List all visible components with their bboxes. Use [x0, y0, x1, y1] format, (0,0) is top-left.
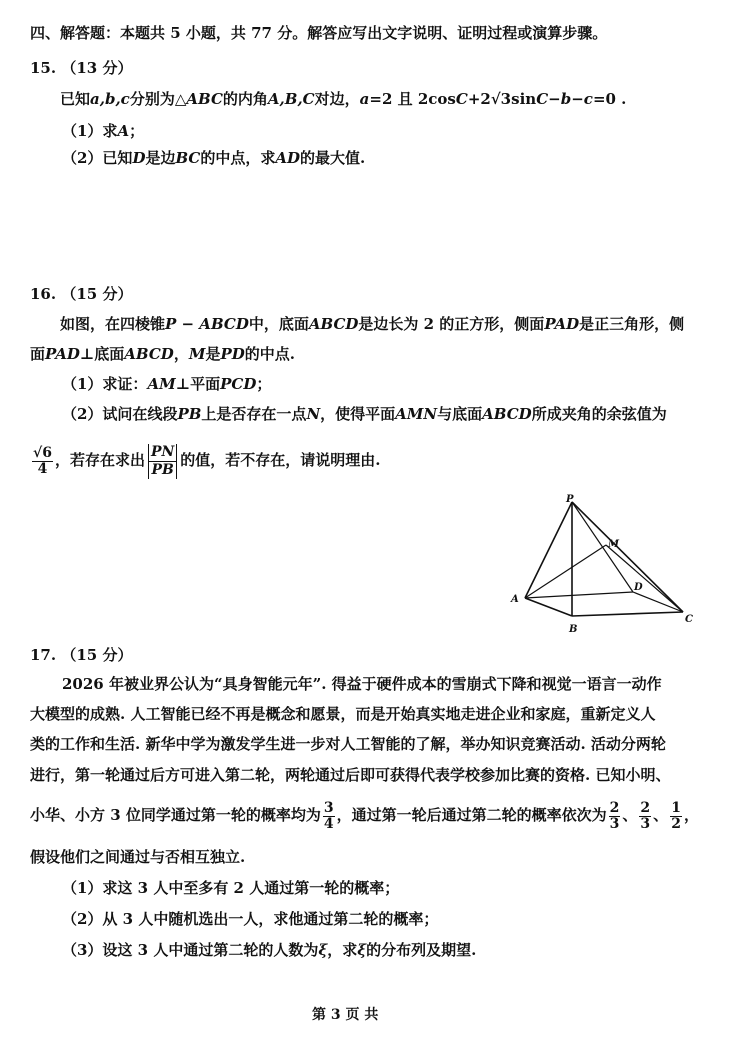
q15-stem-var: ABC [186, 90, 223, 108]
q15-part2-text: 的中点，求 [200, 149, 276, 167]
q15-stem-text: − [548, 90, 561, 108]
q17-var: ξ [357, 941, 367, 959]
q16-var: M [188, 345, 206, 363]
edge-bc [572, 612, 683, 616]
label-d: D [634, 582, 643, 593]
q16-var: PD [220, 345, 245, 363]
q17-points: （15 分） [61, 646, 133, 664]
q16-text: 如图，在四棱锥 [60, 315, 166, 333]
section-header: 四、解答题：本题共 5 小题，共 77 分。解答应写出文字说明、证明过程或演算步骤。 [30, 24, 608, 42]
q15-part2-var: BC [175, 149, 201, 167]
cosine-fraction [32, 446, 53, 477]
q16-var: AMN [395, 405, 438, 423]
q16-part1 [62, 373, 271, 395]
q16-line4 [30, 440, 381, 480]
q17-line3: 类的工作和生活. 新华中学为激发学生进一步对人工智能的了解，举办知识竞赛活动. 活动分两轮 [30, 735, 666, 753]
q16-part2 [62, 403, 667, 425]
q15-stem-var: a [359, 90, 370, 108]
fraction-numerator: 3 [323, 799, 334, 816]
q15-stem-text: +2 [467, 90, 491, 108]
q17-text: 小华、小方 3 位同学通过第一轮的概率均为 [30, 806, 321, 824]
edge-ab [525, 598, 572, 616]
q16-var: N [306, 405, 321, 423]
q15-stem-var: c [583, 90, 593, 108]
q16-var: PAD [45, 345, 80, 363]
fraction-numerator: 2 [609, 799, 620, 816]
q16-var: P − ABCD [165, 315, 249, 333]
q16-text: 是 [205, 345, 221, 363]
q17-text: ，通过第一轮后通过第二轮的概率依次为 [336, 806, 607, 824]
q17-text: 、 [653, 806, 669, 824]
q17-part1: （1）求这 3 人中至多有 2 人通过第一轮的概率； [62, 879, 400, 897]
fraction-denominator: 3 [609, 815, 620, 832]
pyramid-figure [505, 492, 705, 637]
q17-line5 [30, 795, 699, 835]
q16-text: ，若存在求出 [54, 451, 145, 469]
q16-text: ； [256, 375, 272, 393]
q17-part2: （2）从 3 人中随机选出一人，求他通过第二轮的概率； [62, 910, 439, 928]
q15-stem-var: A,B,C [267, 90, 315, 108]
q16-header [30, 283, 132, 305]
q15-stem-text: − [571, 90, 584, 108]
fraction-numerator: 2 [640, 799, 651, 816]
fraction-denominator: 4 [37, 460, 48, 477]
q17-line2: 大模型的成熟. 人工智能已经不再是概念和愿景，而是开始真实地走进企业和家庭，重新定义人 [30, 705, 656, 723]
q15-part1-var: A [117, 122, 130, 140]
q17-text: 的分布列及期望. [366, 941, 477, 959]
q16-text: （1）求证： [62, 375, 148, 393]
fraction-numerator: 1 [671, 799, 681, 816]
q16-text: ⊥平面 [175, 375, 221, 393]
q16-text: ，使得平面 [320, 405, 396, 423]
q16-points: （15 分） [61, 285, 133, 303]
q15-stem-var: b [560, 90, 572, 108]
fraction-denominator: 3 [640, 815, 651, 832]
q15-stem-sqrt: √3 [490, 90, 512, 108]
q15-stem-text: sin [511, 90, 537, 108]
q16-var: AM [147, 375, 176, 393]
q16-text: 面 [30, 345, 46, 363]
q16-var: PAD [544, 315, 580, 333]
label-b: B [569, 624, 578, 635]
q17-line4: 进行，第一轮通过后方可进入第二轮，两轮通过后即可获得代表学校参加比赛的资格. 已知小明、 [30, 766, 671, 784]
q16-text: 上是否存在一点 [201, 405, 307, 423]
fraction-numerator: √6 [33, 444, 52, 461]
q15-stem-text: 分别为△ [129, 90, 187, 108]
q15-part1 [62, 120, 144, 142]
q15-part2-text: 的最大值. [300, 149, 366, 167]
q17-part3 [62, 939, 476, 961]
q15-points: （13 分） [61, 59, 133, 77]
q16-var: PB [177, 405, 202, 423]
fraction-denominator: PB [148, 462, 177, 479]
q17-line1: 2026 年被业界公认为“具身智能元年”. 得益于硬件成本的雪崩式下降和视觉一语言一动作 [62, 675, 662, 693]
q16-number: 16. [30, 285, 57, 303]
q16-text: 与底面 [437, 405, 483, 423]
q16-var: ABCD [308, 315, 359, 333]
ratio-fraction [148, 444, 177, 479]
q15-part2-var: AD [275, 149, 301, 167]
probability-fraction [670, 801, 682, 832]
q16-text: 是边长为 2 的正方形，侧面 [358, 315, 545, 333]
q16-text: 的值，若不存在，请说明理由. [180, 451, 381, 469]
probability-fraction [323, 801, 335, 832]
label-a: A [511, 594, 519, 605]
q16-text: 所成夹角的余弦值为 [531, 405, 667, 423]
fraction-denominator: 2 [671, 815, 681, 832]
label-p: P [566, 494, 574, 505]
q17-number: 17. [30, 646, 57, 664]
q15-stem-var: C [455, 90, 468, 108]
q15-stem-text: =0 . [592, 90, 627, 108]
q17-text: 、 [622, 806, 638, 824]
q17-text: ，求 [327, 941, 358, 959]
q15-part1-text: （1）求 [62, 122, 118, 140]
q16-text: ， [173, 345, 189, 363]
edge-ad [525, 592, 633, 598]
q17-text: ， [683, 806, 699, 824]
q15-stem-text: 已知 [60, 90, 91, 108]
q15-stem-var: a,b,c [90, 90, 130, 108]
q16-line1 [60, 313, 684, 335]
segment-mc [606, 545, 683, 612]
q16-var: ABCD [124, 345, 174, 363]
fraction-denominator: 4 [323, 815, 334, 832]
q16-var: ABCD [482, 405, 532, 423]
q17-var: ξ [318, 941, 328, 959]
q17-header [30, 644, 132, 666]
q15-stem-var: C [536, 90, 549, 108]
q15-stem [60, 88, 626, 110]
q16-line2 [30, 343, 295, 365]
fraction-numerator: PN [148, 444, 177, 462]
q15-stem-text: =2 且 2cos [369, 90, 456, 108]
q15-part2-var: D [132, 149, 146, 167]
probability-fraction [639, 801, 651, 832]
page-footer: 第 3 页 共 [312, 1007, 379, 1023]
q15-header [30, 57, 132, 79]
q16-var: PCD [220, 375, 257, 393]
label-c: C [685, 614, 693, 625]
q16-text: 是正三角形，侧 [579, 315, 685, 333]
q17-text: （3）设这 3 人中通过第二轮的人数为 [62, 941, 319, 959]
q15-part2-text: （2）已知 [62, 149, 133, 167]
q16-text: 中，底面 [248, 315, 309, 333]
q15-part2-text: 是边 [145, 149, 176, 167]
q17-line6: 假设他们之间通过与否相互独立. [30, 848, 246, 866]
q15-part1-text: ； [129, 122, 145, 140]
edge-pa [525, 502, 572, 598]
q16-text: 的中点. [244, 345, 295, 363]
q15-part2 [62, 147, 365, 169]
label-m: M [608, 539, 620, 550]
q15-stem-text: 对边， [314, 90, 360, 108]
edge-dc [633, 592, 683, 612]
q16-text: （2）试问在线段 [62, 405, 178, 423]
q16-text: ⊥底面 [79, 345, 125, 363]
probability-fraction [609, 801, 621, 832]
q15-stem-text: 的内角 [222, 90, 268, 108]
q15-number: 15. [30, 59, 57, 77]
